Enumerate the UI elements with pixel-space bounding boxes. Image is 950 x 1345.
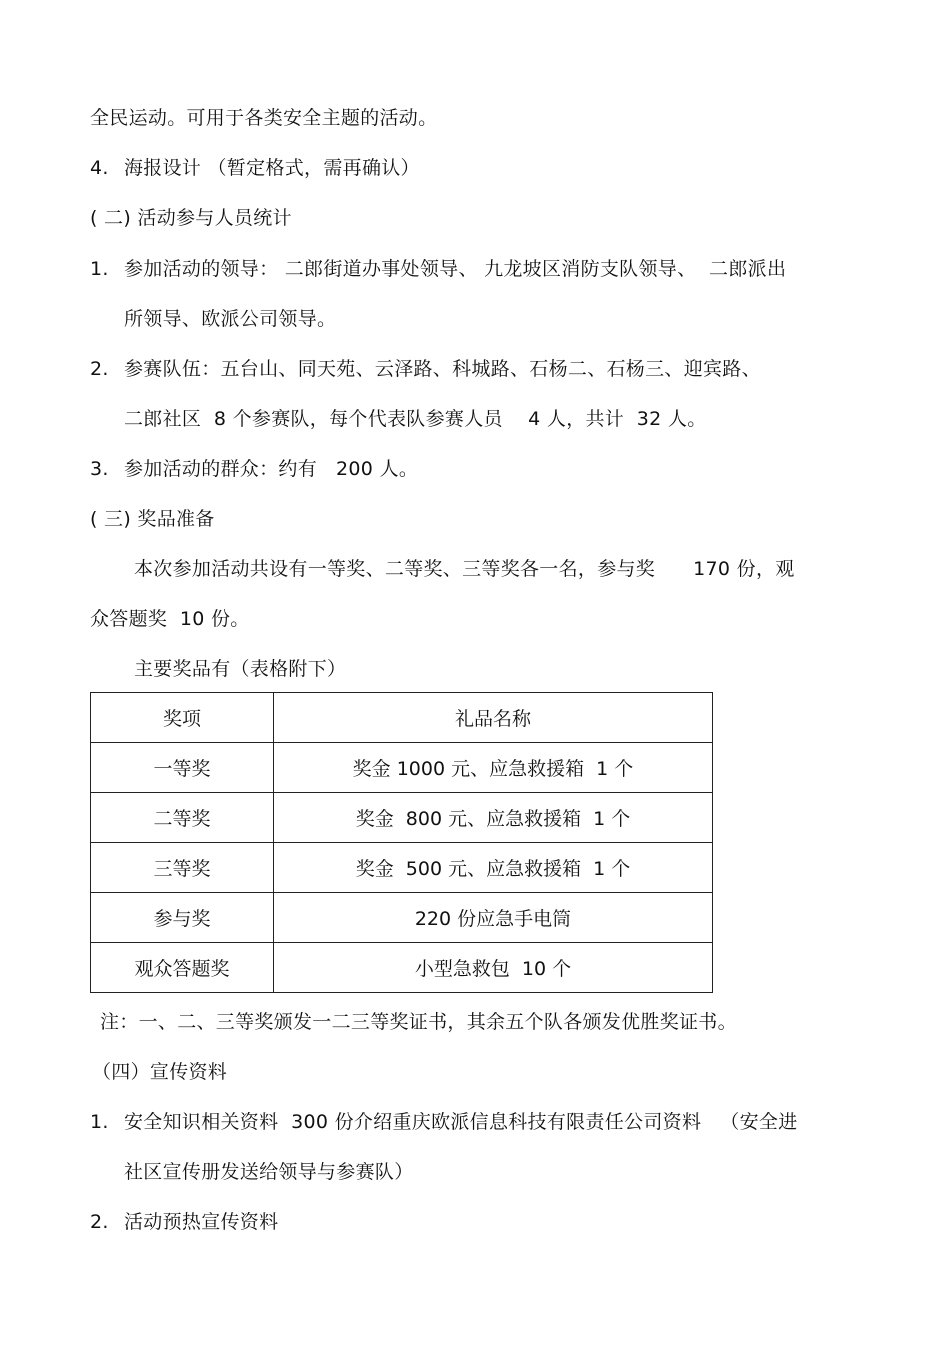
- list-text: 参加活动的领导： 二郎街道办事处领导、 九龙坡区消防支队领导、 二郎派出: [124, 258, 787, 280]
- table-caption: 主要奖品有（表格附下）: [134, 658, 347, 680]
- table-note: 注：一、二、三等奖颁发一二三等奖证书，其余五个队各颁发优胜奖证书。: [100, 1011, 737, 1033]
- list-text: 海报设计 （暂定格式，需再确认）: [124, 157, 420, 179]
- list-text: 参赛队伍：五台山、同天苑、云泽路、科城路、石杨二、石杨三、迎宾路、: [124, 358, 761, 380]
- list-item: [90, 356, 761, 382]
- table-cell: 奖金 800 元、应急救援箱 1 个: [274, 793, 713, 843]
- list-number: 3.: [90, 458, 109, 480]
- list-item-continuation: 二郎社区 8 个参赛队，每个代表队参赛人员 4 人，共计 32 人。: [124, 408, 707, 430]
- table-cell: 220 份应急手电筒: [274, 893, 713, 943]
- list-number: 2.: [90, 1211, 109, 1233]
- table-cell: 参与奖: [91, 893, 274, 943]
- table-row: [91, 843, 713, 893]
- list-item-continuation: 所领导、欧派公司领导。: [124, 308, 337, 330]
- paragraph-line: 本次参加活动共设有一等奖、二等奖、三等奖各一名，参与奖 170 份，观: [134, 558, 795, 580]
- table-cell: 三等奖: [91, 843, 274, 893]
- table-cell: 小型急救包 10 个: [274, 943, 713, 993]
- list-number: 2.: [90, 358, 109, 380]
- list-number: 4.: [90, 157, 109, 179]
- awards-table: [90, 692, 713, 993]
- column-header: 礼品名称: [274, 693, 713, 743]
- table-cell: 奖金 500 元、应急救援箱 1 个: [274, 843, 713, 893]
- section-heading: ( 三) 奖品准备: [90, 508, 215, 530]
- paragraph-line: 众答题奖 10 份。: [90, 608, 250, 630]
- section-heading: （四）宣传资料: [92, 1061, 228, 1083]
- table-row: [91, 743, 713, 793]
- list-item: [90, 1109, 798, 1135]
- list-item: [90, 256, 786, 282]
- section-heading: ( 二) 活动参与人员统计: [90, 207, 292, 229]
- table-row: [91, 943, 713, 993]
- list-item: [90, 155, 420, 181]
- list-number: 1.: [90, 258, 109, 280]
- table-row: [91, 893, 713, 943]
- table-cell: 奖金 1000 元、应急救援箱 1 个: [274, 743, 713, 793]
- list-item-continuation: 社区宣传册发送给领导与参赛队）: [124, 1161, 414, 1183]
- list-text: 参加活动的群众：约有 200 人。: [124, 458, 419, 480]
- table-cell: 一等奖: [91, 743, 274, 793]
- table-row: [91, 793, 713, 843]
- table-cell: 二等奖: [91, 793, 274, 843]
- list-number: 1.: [90, 1111, 109, 1133]
- paragraph-line: 全民运动。可用于各类安全主题的活动。: [90, 107, 438, 129]
- list-item: [90, 1209, 278, 1235]
- table-header-row: [91, 693, 713, 743]
- list-item: [90, 456, 418, 482]
- list-text: 活动预热宣传资料: [124, 1211, 279, 1233]
- column-header: 奖项: [91, 693, 274, 743]
- list-text: 安全知识相关资料 300 份介绍重庆欧派信息科技有限责任公司资料 （安全进: [124, 1111, 798, 1133]
- table-cell: 观众答题奖: [91, 943, 274, 993]
